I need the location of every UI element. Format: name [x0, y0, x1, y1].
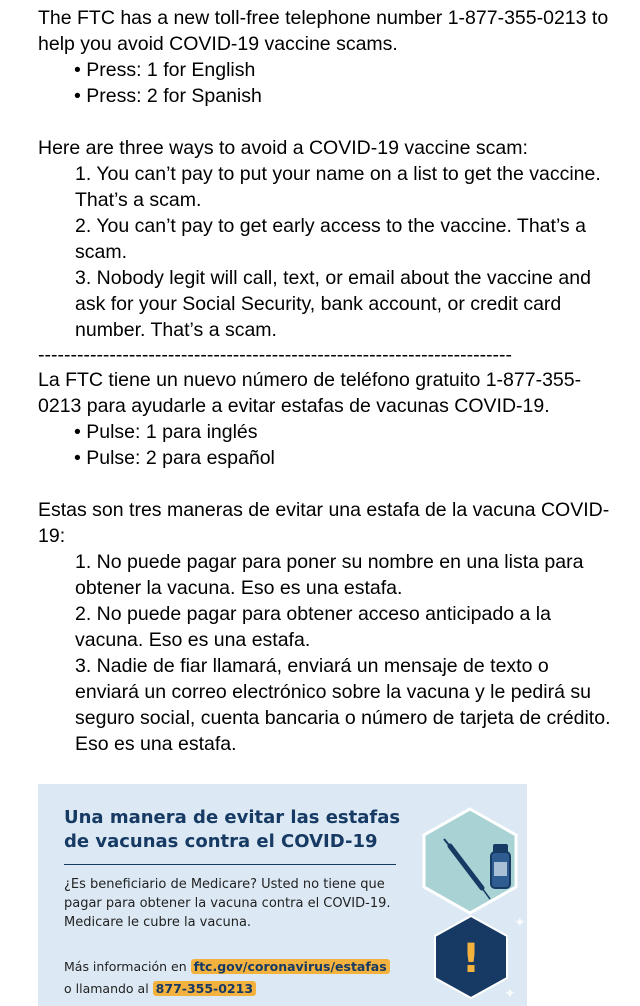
call-number[interactable]: 877-355-0213 — [153, 981, 256, 996]
list-item: 3. Nobody legit will call, text, or email about the vaccine and ask for your Social Security, bank account, or credit card number. That’s a scam. — [75, 267, 591, 341]
list-item: 3. Nadie de fiar llamará, enviará un mensaje de texto o enviará un correo electrónico sobre la vacuna y le pedirá su seguro social, cuenta bancaria o número de tarjeta de crédito. Eso es una estafa. — [75, 655, 611, 755]
english-intro: The FTC has a new toll-free telephone number 1-877-355-0213 to help you avoid COVID-19 vaccine scams. — [38, 7, 609, 55]
spanish-options-list — [38, 419, 618, 471]
list-item: 2. No puede pagar para obtener acceso anticipado a la vacuna. Eso es una estafa. — [75, 603, 551, 651]
list-item: • Pulse: 1 para inglés — [74, 419, 618, 445]
more-info-prefix: Más información en — [64, 959, 187, 974]
list-item: 2. You can’t pay to get early access to the vaccine. That’s a scam. — [75, 215, 586, 263]
spanish-steps-list — [38, 549, 618, 757]
vaccine-icon — [420, 806, 520, 916]
list-item: 1. You can’t pay to put your name on a list to get the vaccine. That’s a scam. — [75, 163, 601, 211]
sparkle-icon: ✦ — [514, 915, 526, 931]
document-body — [38, 5, 618, 757]
blank-line — [38, 471, 618, 497]
flyer-body: ¿Es beneficiario de Medicare? Usted no tiene que pagar para obtener la vacuna contra el COVID-19. Medicare le cubre la vacuna. — [64, 877, 391, 930]
medicare-flyer-image — [38, 784, 527, 1006]
sparkle-icon: ✦ — [504, 986, 516, 1002]
alert-symbol: ! — [461, 936, 481, 982]
flyer-call-line — [64, 978, 464, 1000]
flyer-contact — [64, 956, 464, 1000]
spanish-intro: La FTC tiene un nuevo número de teléfono gratuito 1-877-355-0213 para ayudarle a evitar estafas de vacunas COVID-19. — [38, 369, 582, 417]
flyer-divider — [64, 864, 396, 865]
section-divider: ------------------------------------------------------------------------- — [38, 344, 513, 366]
more-info-link[interactable]: ftc.gov/coronavirus/estafas — [191, 959, 390, 974]
list-item: • Press: 2 for Spanish — [74, 83, 618, 109]
call-prefix: o llamando al — [64, 981, 149, 996]
alert-icon — [432, 914, 510, 1000]
blank-line — [38, 109, 618, 135]
english-options-list — [38, 57, 618, 109]
list-item: • Press: 1 for English — [74, 57, 618, 83]
list-item: 1. No puede pagar para poner su nombre en una lista para obtener la vacuna. Eso es una estafa. — [75, 551, 584, 599]
flyer-more-info-line — [64, 956, 464, 978]
flyer-title: Una manera de evitar las estafas de vacunas contra el COVID-19 — [64, 807, 401, 852]
list-item: • Pulse: 2 para español — [74, 445, 618, 471]
english-ways-heading: Here are three ways to avoid a COVID-19 vaccine scam: — [38, 137, 528, 159]
english-steps-list — [38, 161, 618, 343]
spanish-ways-heading: Estas son tres maneras de evitar una estafa de la vacuna COVID-19: — [38, 499, 610, 547]
